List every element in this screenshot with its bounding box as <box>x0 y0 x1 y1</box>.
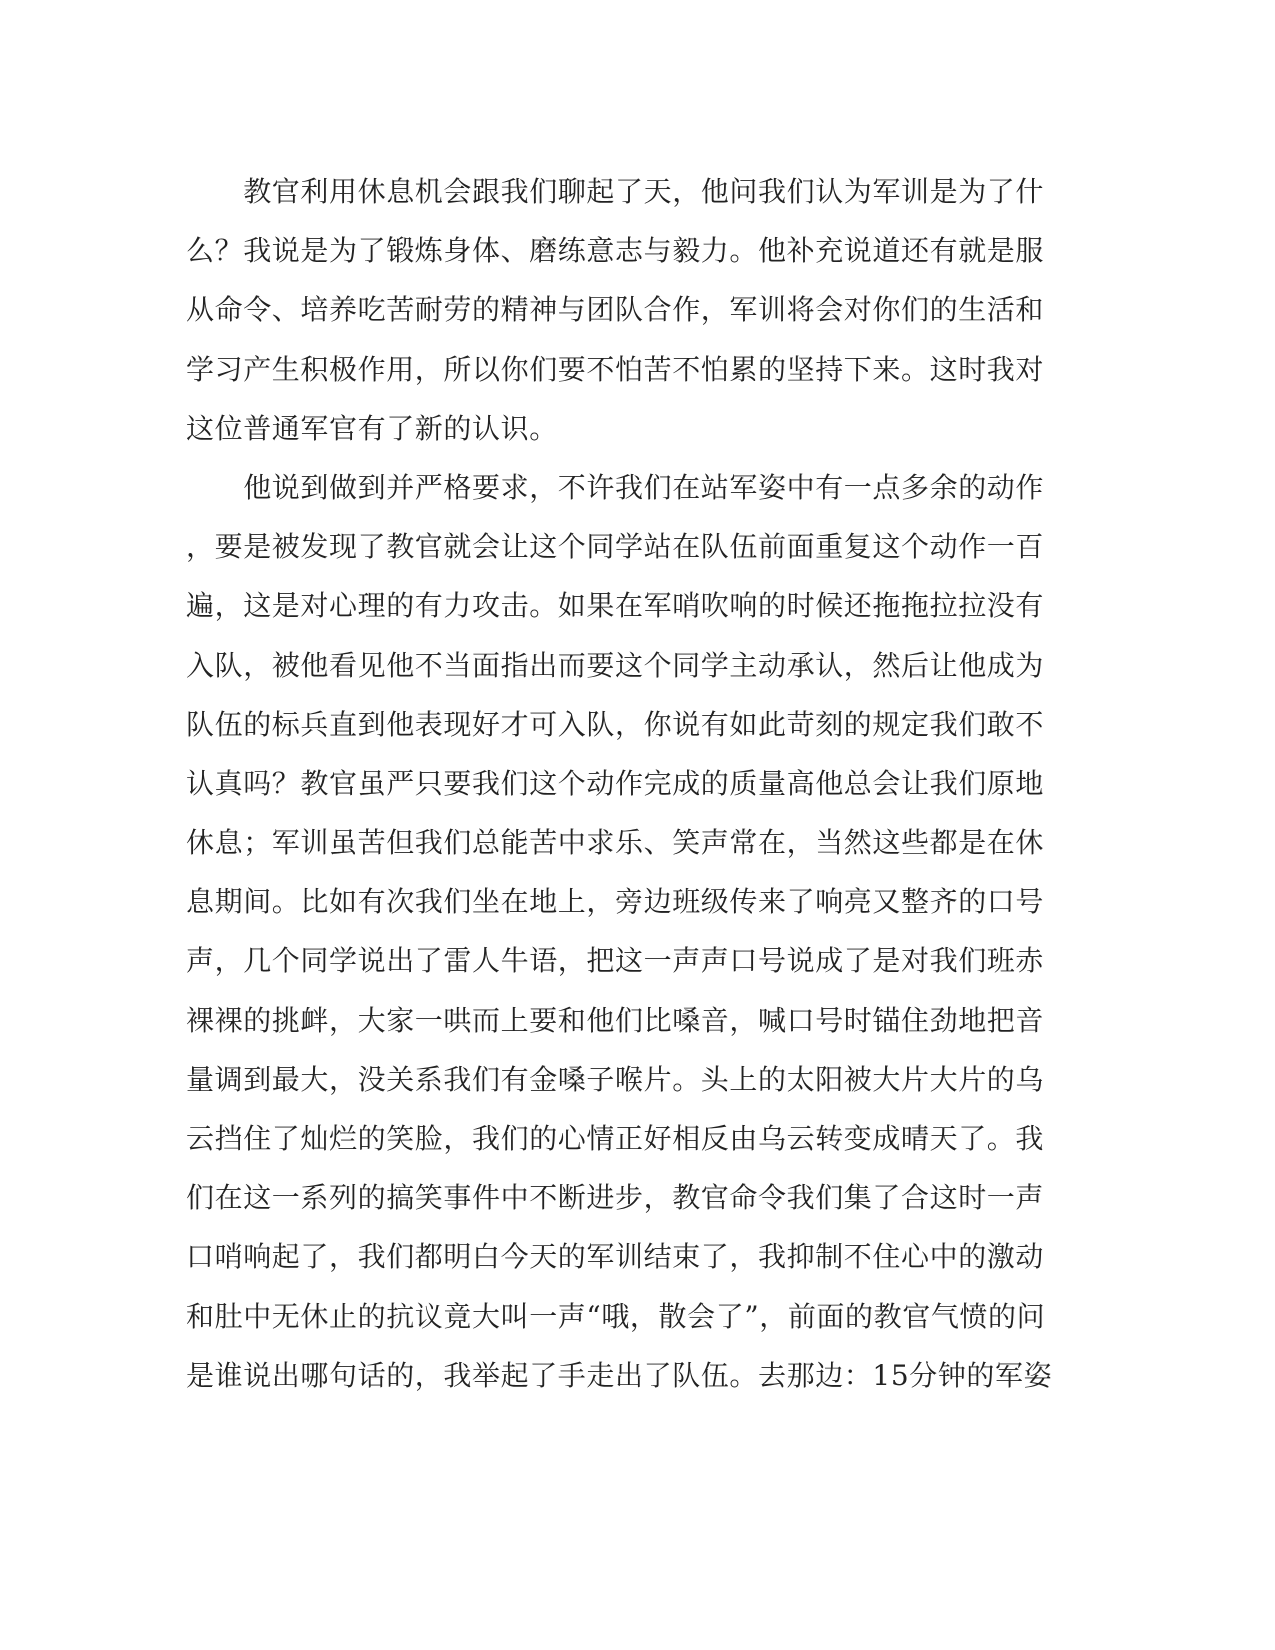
text-line: 和肚中无休止的抗议竟大叫一声“哦，散会了”，前面的教官气愤的问 <box>186 1299 1046 1333</box>
text-line: 口哨响起了，我们都明白今天的军训结束了，我抑制不住心中的激动 <box>186 1240 1045 1274</box>
text-line: 队伍的标兵直到他表现好才可入队，你说有如此苛刻的规定我们敢不 <box>186 707 1045 741</box>
text-line: 是谁说出哪句话的，我举起了手走出了队伍。去那边：15分钟的军姿 <box>186 1358 1053 1392</box>
text-line: 从命令、培养吃苦耐劳的精神与团队合作，军训将会对你们的生活和 <box>186 293 1045 327</box>
text-line: 么？我说是为了锻炼身体、磨练意志与毅力。他补充说道还有就是服 <box>186 234 1045 268</box>
text-line: 云挡住了灿烂的笑脸，我们的心情正好相反由乌云转变成晴天了。我 <box>186 1122 1045 1155</box>
text-line: 量调到最大，没关系我们有金嗓子喉片。头上的太阳被大片大片的乌 <box>186 1062 1045 1096</box>
text-line: 息期间。比如有次我们坐在地上，旁边班级传来了响亮又整齐的口号 <box>186 885 1045 919</box>
text-line: ，要是被发现了教官就会让这个同学站在队伍前面重复这个动作一百 <box>186 530 1045 564</box>
text-line: 他说到做到并严格要求，不许我们在站军姿中有一点多余的动作 <box>186 470 1045 504</box>
text-line: 们在这一系列的搞笑事件中不断进步，教官命令我们集了合这时一声 <box>186 1181 1045 1215</box>
text-line: 裸裸的挑衅，大家一哄而上要和他们比嗓音，喊口号时锚住劲地把音 <box>186 1003 1045 1037</box>
text-line: 休息；军训虽苦但我们总能苦中求乐、笑声常在，当然这些都是在休 <box>186 826 1045 860</box>
text-line: 声，几个同学说出了雷人牛语，把这一声声口号说成了是对我们班赤 <box>186 944 1045 978</box>
text-line: 入队，被他看见他不当面指出而要这个同学主动承认，然后让他成为 <box>186 648 1045 682</box>
text-line: 教官利用休息机会跟我们聊起了天，他问我们认为军训是为了什 <box>186 175 1045 208</box>
text-line: 这位普通军官有了新的认识。 <box>186 411 558 445</box>
text-line: 认真吗？教官虽严只要我们这个动作完成的质量高他总会让我们原地 <box>186 766 1045 800</box>
text-line: 遍，这是对心理的有力攻击。如果在军哨吹响的时候还拖拖拉拉没有 <box>186 589 1045 623</box>
body-text <box>186 162 1066 1405</box>
text-line: 学习产生积极作用，所以你们要不怕苦不怕累的坚持下来。这时我对 <box>186 352 1045 386</box>
